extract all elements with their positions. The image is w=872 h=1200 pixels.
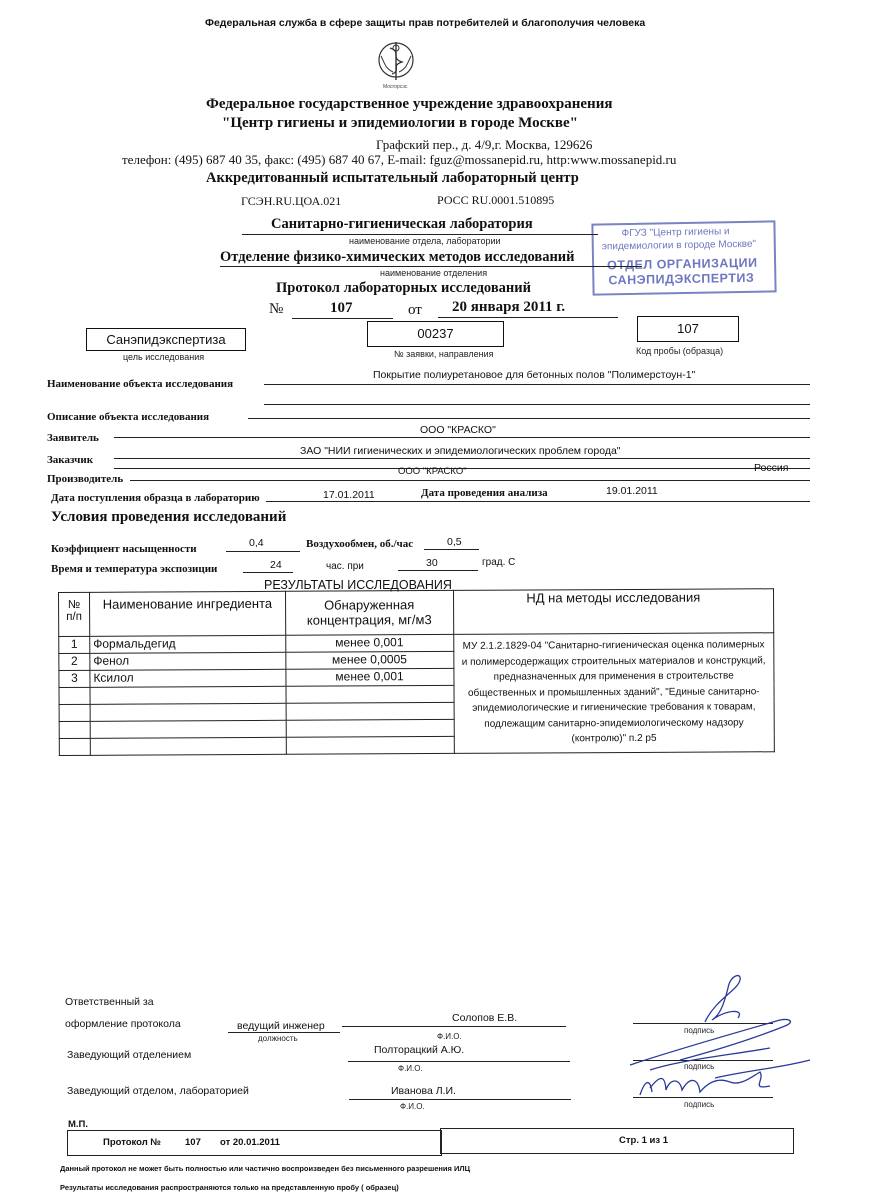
table-row: [59, 633, 774, 654]
method-reference: МУ 2.1.2.1829-04 "Санитарно-гигиеническая оценка полимерных и полимерсодержащих строительных материалов и конструкций, предназначенных для применения в строительстве общественных и промышленных зданий", "Единые санитарно-эпидемиологические и гигиенические требования к товарам, подлежащим санитарно-эпидемиологическому надзору (контролю)" п.2 р5: [453, 633, 774, 754]
purpose-box: Санэпидэкспертиза: [86, 328, 246, 351]
hours-unit: час. при: [326, 561, 364, 572]
concentration-value: менее 0,001: [286, 668, 454, 686]
handwritten-signatures: [620, 960, 820, 1105]
sample-code-caption: Код пробы (образца): [636, 346, 724, 356]
stamp-line-1: ФГУЗ "Центр гигиены и: [621, 226, 730, 240]
footer-protocol-label: Протокол №: [103, 1137, 161, 1148]
protocol-number: 107: [330, 300, 353, 316]
ingredient-name: Ксилол: [90, 669, 286, 687]
manufacturer-underline: [130, 480, 810, 481]
head-lab-underline: [349, 1099, 571, 1100]
col-number-header: № п/п: [59, 592, 90, 636]
responsible-label-1: Ответственный за: [65, 996, 154, 1008]
department-caption: наименование отделения: [380, 268, 488, 278]
row-number: 3: [59, 670, 90, 687]
dates-underline: [266, 501, 810, 502]
protocol-number-underline: [292, 318, 393, 319]
results-header-row: [59, 589, 774, 637]
head-lab-label: Заведующий отделом, лабораторией: [67, 1085, 249, 1097]
results-table: [58, 588, 775, 756]
customer-label: Заказчик: [47, 454, 94, 466]
exposure-hours-underline: [243, 572, 293, 573]
exposure-label: Время и температура экспозиции: [51, 563, 218, 575]
address: Графский пер., д. 4/9,г. Москва, 129626: [376, 137, 593, 152]
accreditation-1: ГСЭН.RU.ЦОА.021: [241, 194, 342, 208]
responsible-label-2: оформление протокола: [65, 1018, 181, 1030]
purpose-caption: цель исследования: [123, 352, 205, 362]
signature-caption: подпись: [684, 1100, 715, 1109]
head-department-underline: [348, 1061, 570, 1062]
head-lab-name: Иванова Л.И.: [391, 1085, 456, 1097]
signature-caption: подпись: [684, 1062, 715, 1071]
temperature-value: 30: [426, 557, 438, 569]
col-concentration-header: Обнаруженная концентрация, мг/м3: [285, 590, 453, 635]
position-value: ведущий инженер: [237, 1020, 325, 1032]
org-line-1: Федеральное государственное учреждение здравоохранения: [206, 96, 613, 112]
received-date-value: 17.01.2011: [323, 489, 375, 501]
fio-caption: Ф.И.О.: [437, 1032, 462, 1041]
col-ingredient-header: Наименование ингредиента: [89, 591, 285, 636]
lab-name-caption: наименование отдела, лаборатории: [349, 236, 501, 246]
footer-page-box: [440, 1128, 794, 1154]
protocol-from-label: от: [408, 302, 422, 318]
concentration-value: менее 0,0005: [286, 651, 454, 669]
object-desc-underline: [248, 418, 810, 419]
department-underline: [220, 266, 642, 267]
object-desc-label: Описание объекта исследования: [47, 411, 210, 423]
stamp-line-4: САНЭПИДЭКСПЕРТИЗ: [608, 270, 755, 288]
lab-name-underline: [242, 234, 598, 235]
row-number: 1: [59, 636, 90, 653]
sample-code-box: 107: [637, 316, 739, 342]
manufacturer-country: Россия: [754, 462, 789, 474]
results-title: РЕЗУЛЬТАТЫ ИССЛЕДОВАНИЯ: [264, 578, 452, 592]
fio-caption: Ф.И.О.: [400, 1102, 425, 1111]
lab-center: Аккредитованный испытательный лабораторный центр: [206, 170, 579, 186]
row-number: 2: [59, 653, 90, 670]
responsible-name-underline: [342, 1026, 566, 1027]
temperature-underline: [398, 570, 478, 571]
ingredient-name: Формальдегид: [90, 635, 286, 653]
footer-protocol-box: [67, 1130, 442, 1156]
conditions-title: Условия проведения исследований: [51, 509, 287, 525]
concentration-value: менее 0,001: [285, 634, 453, 652]
manufacturer-label: Производитель: [47, 473, 124, 485]
saturation-label: Коэффициент насыщенности: [51, 543, 197, 555]
received-date-label: Дата поступления образца в лабораторию: [51, 492, 260, 504]
org-line-2: "Центр гигиены и эпидемиологии в городе Москве": [222, 115, 578, 131]
lab-name: Санитарно-гигиеническая лаборатория: [271, 216, 533, 232]
responsible-name: Солопов Е.В.: [452, 1012, 518, 1024]
contacts: телефон: (495) 687 40 35, факс: (495) 687 40 67, E-mail: fguz@mossanepid.ru, http:www.mossanepid.ru: [122, 152, 677, 167]
position-underline: [228, 1032, 340, 1033]
air-exchange-label: Воздухообмен, об./час: [306, 538, 414, 550]
applicant-value: ООО "КРАСКО": [420, 424, 496, 436]
fio-caption: Ф.И.О.: [398, 1064, 423, 1073]
stamp-line-3: ОТДЕЛ ОРГАНИЗАЦИИ: [606, 255, 758, 273]
head-department-name: Полторацкий А.Ю.: [374, 1044, 465, 1056]
footer-note-2: Результаты исследования распространяются только на представленную пробу ( образец): [60, 1183, 399, 1192]
service-name: Федеральная служба в сфере защиты прав потребителей и благополучия человека: [205, 17, 646, 29]
footer-page-number: Стр. 1 из 1: [619, 1135, 669, 1146]
customer-underline: [114, 458, 810, 459]
application-box: 00237: [367, 321, 504, 347]
object-name-underline: [264, 384, 810, 385]
object-name-underline-2: [264, 404, 810, 405]
ingredient-name: Фенол: [90, 652, 286, 670]
temperature-unit: град. С: [482, 557, 516, 568]
position-caption: должность: [258, 1034, 298, 1043]
saturation-value: 0,4: [249, 537, 264, 549]
customer-value: ЗАО "НИИ гигиенических и эпидемиологических проблем города": [300, 445, 621, 457]
head-department-label: Заведующий отделением: [67, 1049, 192, 1061]
col-method-header: НД на методы исследования: [453, 589, 774, 635]
applicant-label: Заявитель: [47, 432, 99, 444]
analysis-date-value: 19.01.2011: [606, 485, 658, 497]
footer-protocol-number: 107: [185, 1137, 201, 1148]
protocol-title: Протокол лабораторных исследований: [276, 280, 531, 296]
footer-protocol-date: от 20.01.2011: [220, 1137, 280, 1148]
department-stamp: [591, 220, 776, 295]
stamp-line-2: эпидемиологии в городе Москве": [601, 238, 757, 253]
applicant-underline: [114, 437, 810, 438]
manufacturer-value: ООО "КРАСКО": [398, 466, 467, 477]
accreditation-2: РОСС RU.0001.510895: [437, 193, 555, 207]
analysis-date-label: Дата проведения анализа: [421, 487, 548, 499]
air-exchange-underline: [424, 549, 479, 550]
protocol-date: 20 января 2011 г.: [452, 299, 566, 315]
mp-label: М.П.: [68, 1119, 89, 1130]
object-name-label: Наименование объекта исследования: [47, 378, 234, 390]
saturation-underline: [226, 551, 300, 552]
footer-note-1: Данный протокол не может быть полностью или частично воспроизведен без письменного разрешения ИЛЦ: [60, 1164, 471, 1173]
exposure-hours: 24: [270, 559, 282, 571]
application-caption: № заявки, направления: [394, 349, 494, 359]
protocol-date-underline: [438, 317, 618, 318]
air-exchange-value: 0,5: [447, 536, 462, 548]
signature-caption: подпись: [684, 1026, 715, 1035]
object-name-value: Покрытие полиуретановое для бетонных полов "Полимерстоун-1": [373, 369, 696, 381]
emblem-caption: Мосгорсэс: [383, 84, 408, 90]
protocol-no-label: №: [269, 301, 284, 317]
emblem-logo: [371, 36, 421, 88]
department-name: Отделение физико-химических методов исследований: [220, 249, 575, 265]
